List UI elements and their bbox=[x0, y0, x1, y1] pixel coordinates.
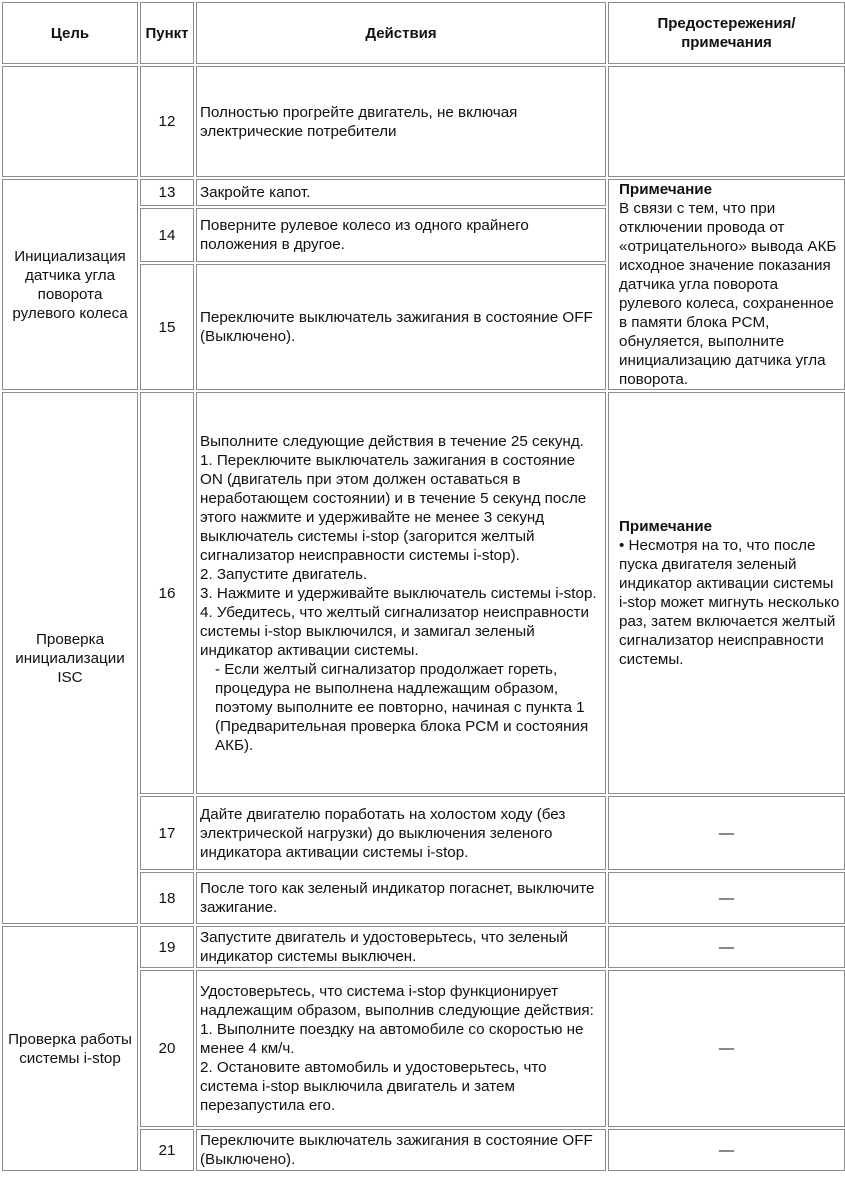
note-dash: — bbox=[608, 970, 845, 1127]
note-title: Примечание bbox=[619, 518, 713, 535]
substep-4: 4. Убедитесь, что желтый сигнализатор неисправности системы i-stop выключился, и замигал зеленый индикатор активации системы. bbox=[200, 603, 589, 659]
note-empty bbox=[608, 66, 845, 177]
goal-steering-init: Инициализация датчика угла поворота рулевого колеса bbox=[2, 179, 138, 390]
step-number: 16 bbox=[140, 392, 194, 794]
step-action: Дайте двигателю поработать на холостом ходу (без электрической нагрузки) до выключения зеленого индикатора активации системы i-stop. bbox=[196, 796, 606, 870]
step-number: 20 bbox=[140, 970, 194, 1127]
substep-2: 2. Остановите автомобиль и удостоверьтесь, что система i-stop выключила двигатель и затем перезапустила его. bbox=[200, 1059, 547, 1114]
note-dash: — bbox=[608, 872, 845, 924]
header-actions: Действия bbox=[196, 2, 606, 64]
header-notes-line2: примечания bbox=[681, 34, 772, 51]
step-intro: Выполните следующие действия в течение 25 секунд. bbox=[200, 432, 584, 450]
step-action: Переключите выключатель зажигания в состояние OFF (Выключено). bbox=[196, 264, 606, 390]
table-row-19 bbox=[2, 926, 845, 968]
step-number: 19 bbox=[140, 926, 194, 968]
step-action: Полностью прогрейте двигатель, не включая электрические потребители bbox=[196, 66, 606, 177]
step-action: Закройте капот. bbox=[196, 179, 606, 206]
substep-4-note: - Если желтый сигнализатор продолжает гореть, процедура не выполнена надлежащим образом, поэтому выполните ее повторно, начиная с пункта 1 (Предварительная проверка блока PCM и состояния АКБ). bbox=[215, 660, 589, 754]
note-dash: — bbox=[608, 926, 845, 968]
substep-2: 2. Запустите двигатель. bbox=[200, 565, 368, 583]
table-row-12 bbox=[2, 66, 845, 177]
note-steering bbox=[608, 179, 845, 390]
step-action: После того как зеленый индикатор погаснет, выключите зажигание. bbox=[196, 872, 606, 924]
step-number: 14 bbox=[140, 208, 194, 262]
step-action: Запустите двигатель и удостоверьтесь, что зеленый индикатор системы выключен. bbox=[196, 926, 606, 968]
header-notes-line1: Предостережения/ bbox=[657, 15, 796, 32]
step-intro: Удостоверьтесь, что система i-stop функционирует надлежащим образом, выполнив следующие действия: bbox=[200, 983, 594, 1019]
note-dash: — bbox=[608, 796, 845, 870]
table-row-13 bbox=[2, 179, 845, 206]
step-number: 12 bbox=[140, 66, 194, 177]
goal-empty bbox=[2, 66, 138, 177]
step-action bbox=[196, 970, 606, 1127]
table-row-16 bbox=[2, 392, 845, 794]
step-number: 15 bbox=[140, 264, 194, 390]
note-isc bbox=[608, 392, 845, 794]
note-text: • Несмотря на то, что после пуска двигателя зеленый индикатор активации системы i-stop может мигнуть несколько раз, затем включается желтый сигнализатор неисправности системы. bbox=[619, 537, 840, 668]
step-number: 18 bbox=[140, 872, 194, 924]
note-dash: — bbox=[608, 1129, 845, 1171]
note-title: Примечание bbox=[619, 181, 713, 198]
step-action: Переключите выключатель зажигания в состояние OFF (Выключено). bbox=[196, 1129, 606, 1171]
goal-istop-check: Проверка работы системы i-stop bbox=[2, 926, 138, 1171]
step-number: 21 bbox=[140, 1129, 194, 1171]
step-number: 13 bbox=[140, 179, 194, 206]
header-row bbox=[2, 2, 845, 64]
header-notes bbox=[608, 2, 845, 64]
step-number: 17 bbox=[140, 796, 194, 870]
note-text: В связи с тем, что при отключении провода от «отрицательного» вывода АКБ исходное значение показания датчика угла поворота рулевого колеса, сохраненное в памяти блока PCM, обнуляется, выполните инициализацию датчика угла поворота. bbox=[619, 200, 837, 388]
substep-1: 1. Переключите выключатель зажигания в состояние ON (двигатель при этом должен оставаться в неработающем состоянии) и в течение 5 секунд после этого нажмите и удерживайте не менее 3 секунд выключатель системы i-stop (загорится желтый сигнализатор неисправности системы i-stop). bbox=[200, 451, 587, 564]
header-goal: Цель bbox=[2, 2, 138, 64]
goal-isc-check: Проверка инициализации ISC bbox=[2, 392, 138, 924]
substep-1: 1. Выполните поездку на автомобиле со скоростью не менее 4 км/ч. bbox=[200, 1021, 584, 1057]
step-action bbox=[196, 392, 606, 794]
header-step: Пункт bbox=[140, 2, 194, 64]
substep-3: 3. Нажмите и удерживайте выключатель системы i-stop. bbox=[200, 584, 597, 602]
step-action: Поверните рулевое колесо из одного крайнего положения в другое. bbox=[196, 208, 606, 262]
